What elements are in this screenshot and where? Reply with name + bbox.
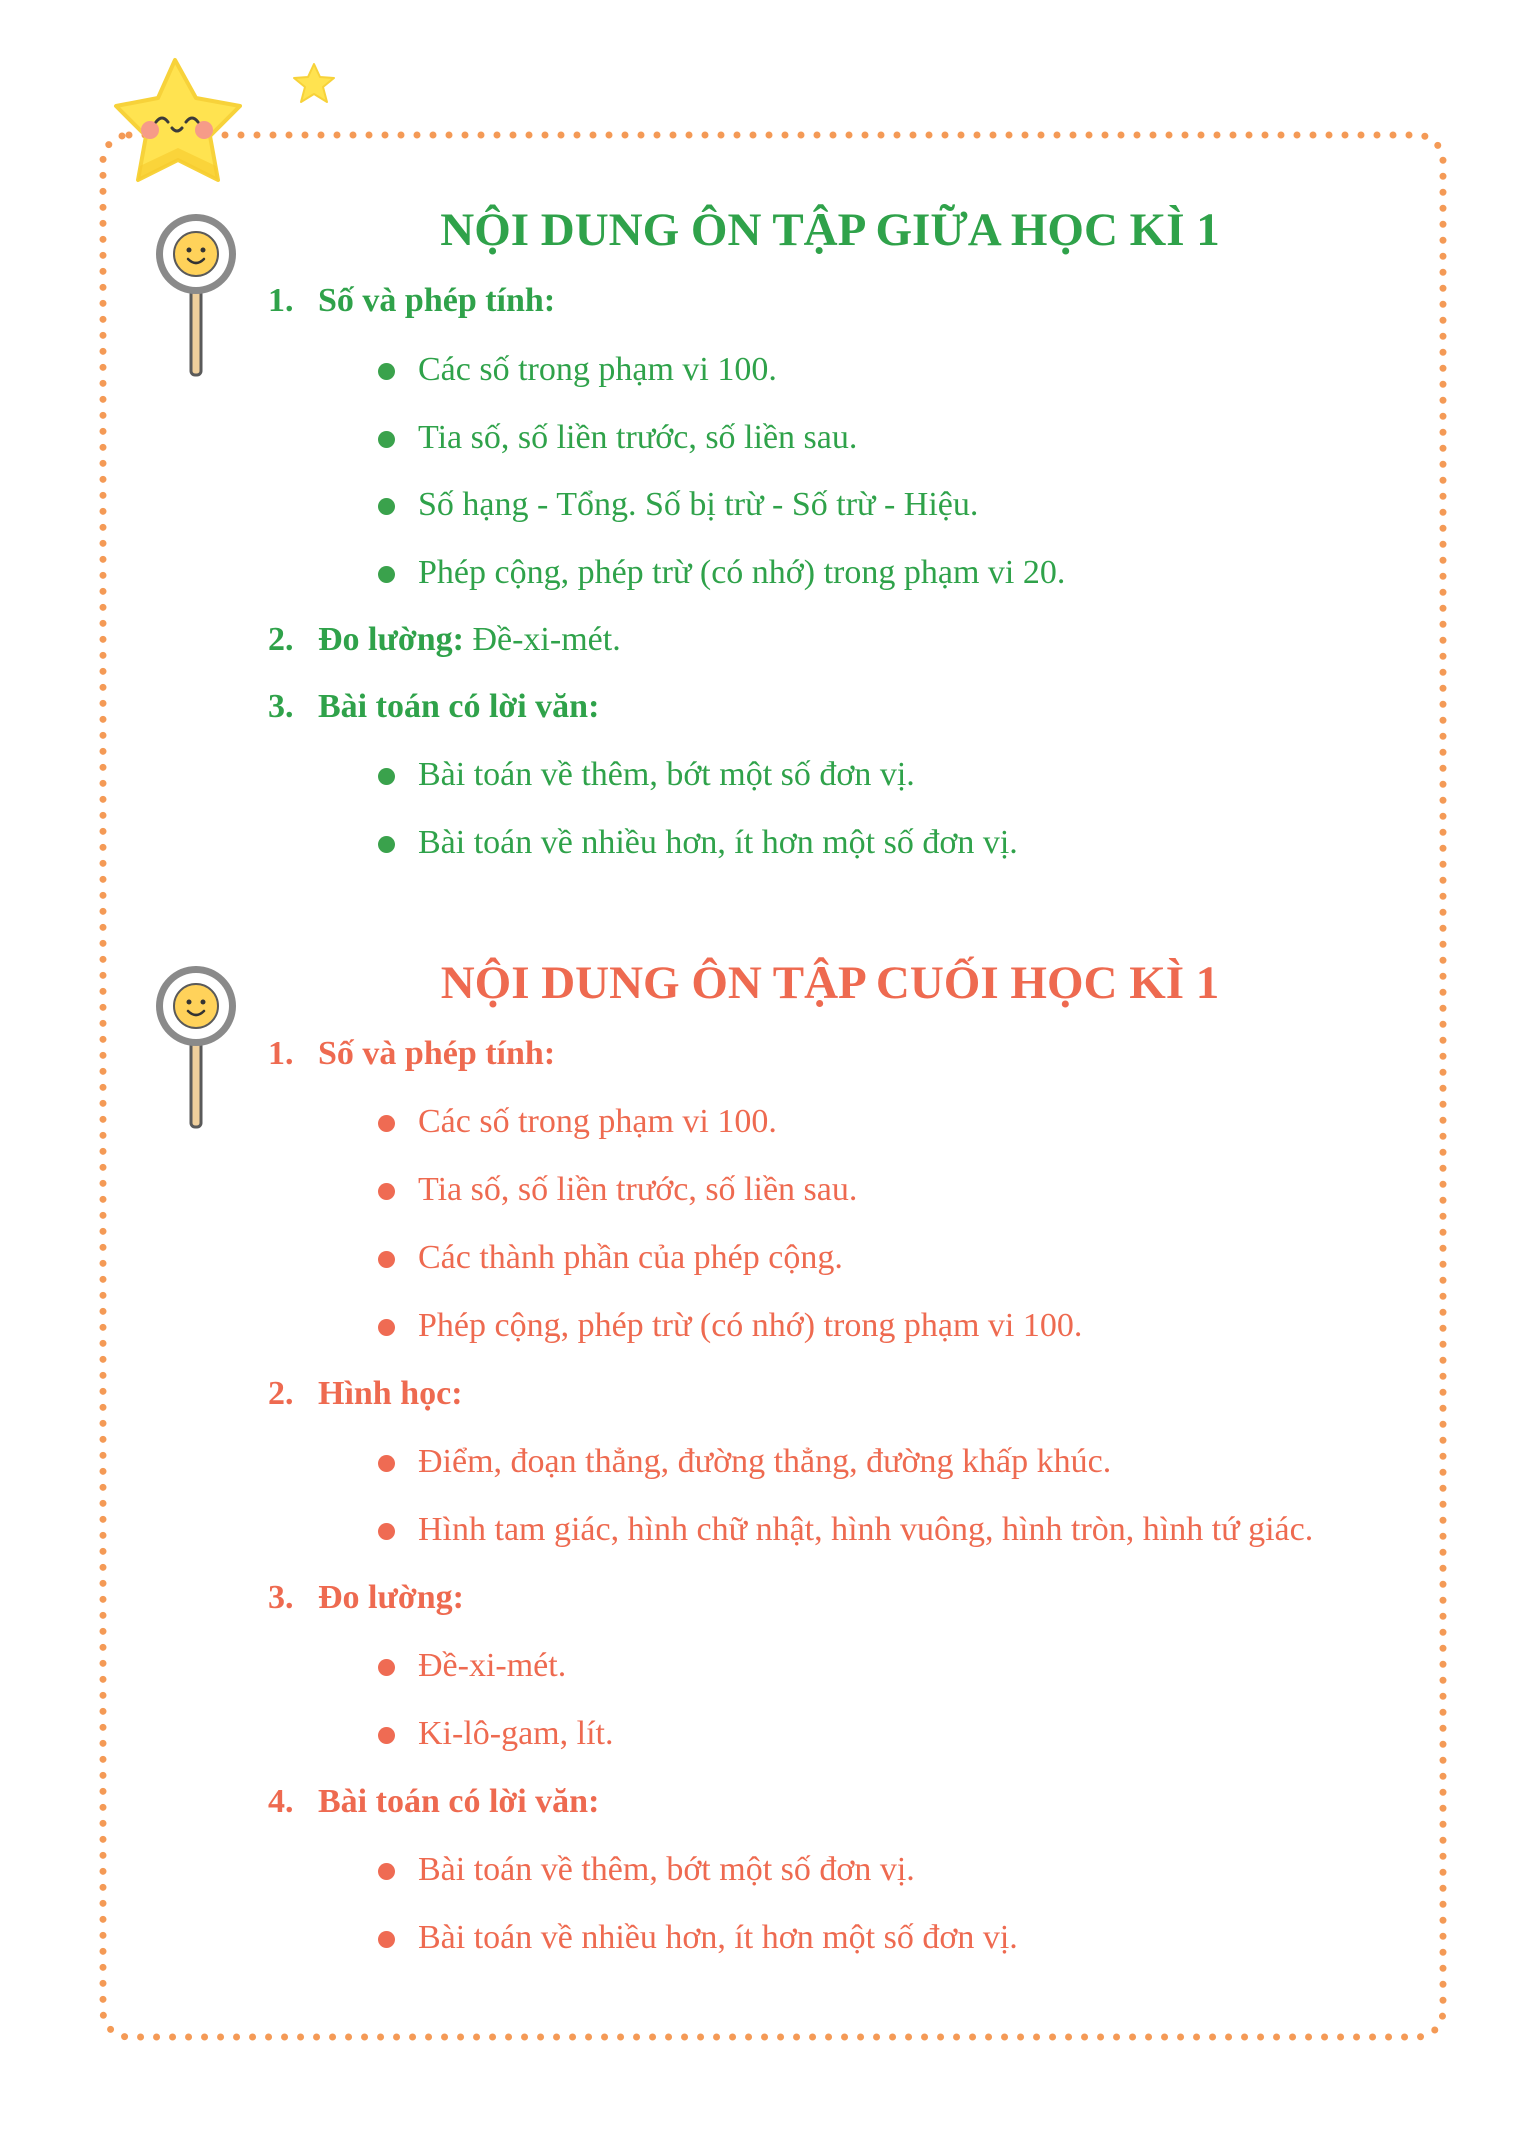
- item-number: 1.: [268, 1035, 294, 1072]
- bullet-dot-icon: [378, 1931, 395, 1948]
- bullet-text: Các số trong phạm vi 100.: [418, 1103, 777, 1140]
- item-number: 4.: [268, 1783, 294, 1820]
- item-label: Số và phép tính:: [318, 282, 556, 319]
- item-label: Hình học:: [318, 1375, 463, 1412]
- item-label: Bài toán có lời văn:: [318, 1783, 600, 1820]
- bullet-dot-icon: [378, 566, 395, 583]
- bullet-text: Bài toán về nhiều hơn, ít hơn một số đơn vị.: [418, 824, 1018, 861]
- bullet-text: Bài toán về thêm, bớt một số đơn vị.: [418, 756, 915, 793]
- bullet-dot-icon: [378, 498, 395, 515]
- bullet-dot-icon: [378, 836, 395, 853]
- bullet-dot-icon: [378, 1319, 395, 1336]
- bullet-text: Phép cộng, phép trừ (có nhớ) trong phạm vi 100.: [418, 1307, 1083, 1344]
- item-detail: Đề-xi-mét.: [463, 621, 621, 658]
- bullet-dot-icon: [378, 1727, 395, 1744]
- bullet-dot-icon: [378, 1523, 395, 1540]
- item-number: 3.: [268, 1579, 294, 1616]
- bullet-text: Số hạng - Tổng. Số bị trừ - Số trừ - Hiệu.: [418, 486, 979, 523]
- bullet-text: Điểm, đoạn thẳng, đường thẳng, đường khấp khúc.: [418, 1443, 1112, 1480]
- item-number: 3.: [268, 688, 294, 725]
- bullet-dot-icon: [378, 1183, 395, 1200]
- bullet-dot-icon: [378, 363, 395, 380]
- bullet-text: Bài toán về nhiều hơn, ít hơn một số đơn vị.: [418, 1919, 1018, 1956]
- bullet-text: Các thành phần của phép cộng.: [418, 1239, 843, 1276]
- item-label: Bài toán có lời văn:: [318, 688, 600, 725]
- bullet-text: Các số trong phạm vi 100.: [418, 351, 777, 388]
- bullet-text: Ki-lô-gam, lít.: [418, 1715, 614, 1752]
- bullet-text: Đề-xi-mét.: [418, 1647, 567, 1684]
- bullet-text: Phép cộng, phép trừ (có nhớ) trong phạm vi 20.: [418, 554, 1066, 591]
- item-number: 2.: [268, 1375, 294, 1412]
- bullet-dot-icon: [378, 1115, 395, 1132]
- bullet-text: Bài toán về thêm, bớt một số đơn vị.: [418, 1851, 915, 1888]
- lollipop-icon: [152, 962, 242, 1132]
- section-title: NỘI DUNG ÔN TẬP CUỐI HỌC KÌ 1: [440, 957, 1220, 1009]
- bullet-text: Hình tam giác, hình chữ nhật, hình vuông, hình tròn, hình tứ giác.: [418, 1511, 1314, 1548]
- bullet-dot-icon: [378, 768, 395, 785]
- item-number: 2.: [268, 621, 294, 658]
- bullet-text: Tia số, số liền trước, số liền sau.: [418, 419, 858, 456]
- lollipop-icon: [152, 210, 242, 380]
- item-number: 1.: [268, 282, 294, 319]
- bullet-dot-icon: [378, 1659, 395, 1676]
- bullet-dot-icon: [378, 431, 395, 448]
- bullet-dot-icon: [378, 1251, 395, 1268]
- section-title: NỘI DUNG ÔN TẬP GIỮA HỌC KÌ 1: [440, 204, 1220, 256]
- item-label: Số và phép tính:: [318, 1035, 556, 1072]
- item-label: Đo lường:: [318, 1579, 464, 1616]
- small-star-icon: [290, 60, 338, 108]
- item-label: Đo lường:: [318, 621, 464, 658]
- bullet-dot-icon: [378, 1455, 395, 1472]
- bullet-text: Tia số, số liền trước, số liền sau.: [418, 1171, 858, 1208]
- bullet-dot-icon: [378, 1863, 395, 1880]
- smiling-star-icon: [100, 48, 260, 208]
